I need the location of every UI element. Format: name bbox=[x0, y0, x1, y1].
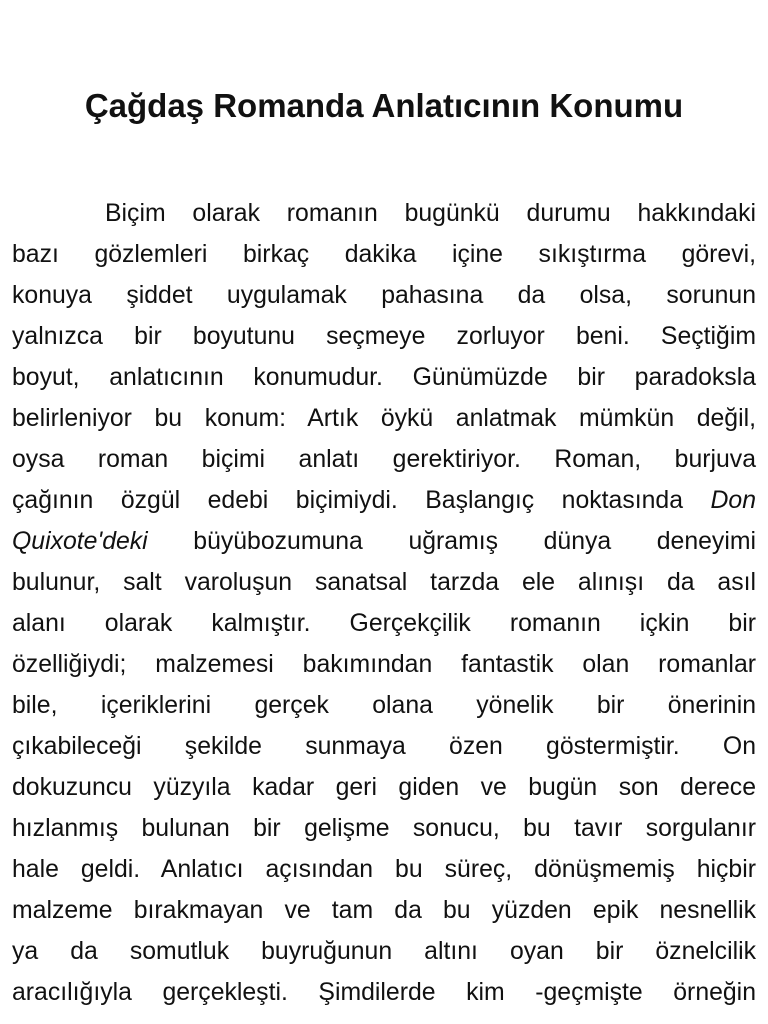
line-text: çağının özgül edebi biçimiydi. Başlangıç noktasında bbox=[12, 487, 711, 514]
italic-title: Quixote'deki bbox=[12, 528, 148, 555]
paragraph-line: aracılığıyla gerçekleşti. Şimdilerde kim -geçmişte örneğin bbox=[12, 979, 756, 1006]
paragraph-line: alanı olarak kalmıştır. Gerçekçilik romanın içkin bir bbox=[12, 610, 756, 637]
paragraph-line: malzeme bırakmayan ve tam da bu yüzden epik nesnellik bbox=[12, 897, 756, 924]
line-text: büyübozumuna uğramış dünya deneyimi bbox=[147, 528, 756, 555]
paragraph-line: konuya şiddet uygulamak pahasına da olsa, sorunun bbox=[12, 282, 756, 309]
body-paragraph bbox=[12, 193, 756, 1013]
paragraph-line bbox=[12, 480, 756, 521]
paragraph-line: hızlanmış bulunan bir gelişme sonucu, bu tavır sorgulanır bbox=[12, 815, 756, 842]
paragraph-line: Biçim olarak romanın bugünkü durumu hakkındaki bbox=[105, 200, 756, 227]
paragraph-line: bazı gözlemleri birkaç dakika içine sıkıştırma görevi, bbox=[12, 241, 756, 268]
paragraph-line: belirleniyor bu konum: Artık öykü anlatmak mümkün değil, bbox=[12, 405, 756, 432]
italic-title: Don bbox=[710, 487, 756, 514]
page-title: Çağdaş Romanda Anlatıcının Konumu bbox=[84, 87, 684, 124]
paragraph-line: dokuzuncu yüzyıla kadar geri giden ve bugün son derece bbox=[12, 774, 756, 801]
paragraph-line: ya da somutluk buyruğunun altını oyan bir öznelcilik bbox=[12, 938, 756, 965]
paragraph-line: hale geldi. Anlatıcı açısından bu süreç, dönüşmemiş hiçbir bbox=[12, 856, 756, 883]
paragraph-line: bulunur, salt varoluşun sanatsal tarzda ele alınışı da asıl bbox=[12, 569, 756, 596]
paragraph-line: çıkabileceği şekilde sunmaya özen göstermiştir. On bbox=[12, 733, 756, 760]
paragraph-line: bile, içeriklerini gerçek olana yönelik bir önerinin bbox=[12, 692, 756, 719]
paragraph-line: boyut, anlatıcının konumudur. Günümüzde bir paradoksla bbox=[12, 364, 756, 391]
paragraph-line bbox=[12, 521, 756, 562]
paragraph-line: oysa roman biçimi anlatı gerektiriyor. Roman, burjuva bbox=[12, 446, 756, 473]
paragraph-line: özelliğiydi; malzemesi bakımından fantastik olan romanlar bbox=[12, 651, 756, 678]
paragraph-line: yalnızca bir boyutunu seçmeye zorluyor beni. Seçtiğim bbox=[12, 323, 756, 350]
